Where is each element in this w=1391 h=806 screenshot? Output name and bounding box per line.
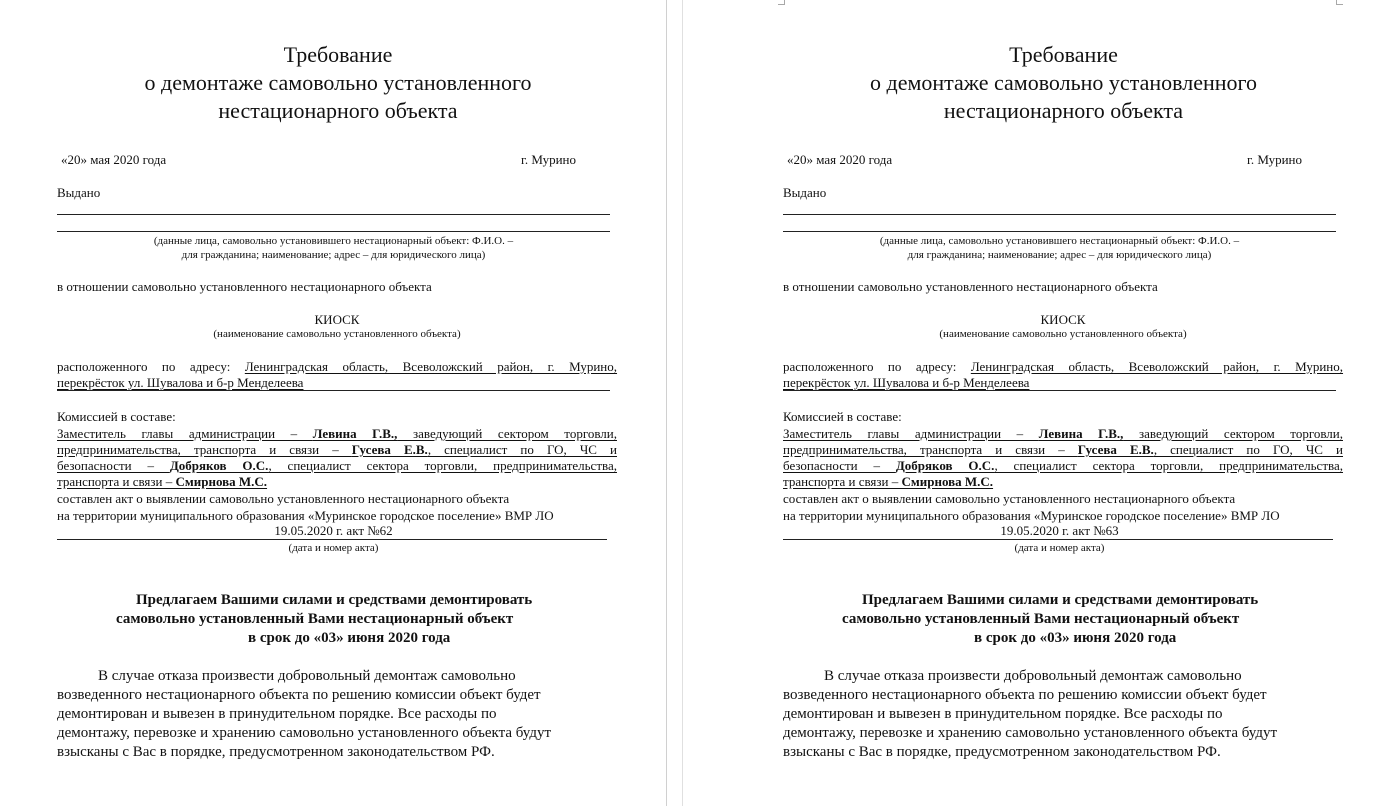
commission-label: Комиссией в составе:	[783, 409, 902, 424]
offer-line-2: самовольно установленный Вами нестационарный объект	[116, 611, 514, 627]
doc-date: «20» мая 2020 года	[787, 152, 893, 167]
body-line-5: взысканы с Вас в порядке, предусмотренном законодательством РФ.	[783, 744, 1221, 760]
body-line-5: взысканы с Вас в порядке, предусмотренном законодательством РФ.	[57, 744, 495, 760]
body-line-4: демонтажу, перевозке и хранению самовольно установленного объекта будут	[57, 725, 552, 741]
body-line-3: демонтирован и вывезен в принудительном порядке. Все расходы по	[783, 706, 1223, 722]
object-hint: (наименование самовольно установленного объекта)	[213, 328, 461, 340]
body-line-4: демонтажу, перевозке и хранению самовольно установленного объекта будут	[783, 725, 1278, 741]
address-line-1	[783, 359, 1343, 375]
commission-line-2: предпринимательства, транспорта и связи – Гусева Е.В., специалист по ГО, ЧС и	[783, 442, 1344, 457]
address-value-1: Ленинградская область, Всеволожский район, г. Мурино,	[970, 359, 1344, 374]
act-line-2: на территории муниципального образования «Муринское городское поселение» ВМР ЛО	[57, 508, 554, 523]
address-label: расположенного по адресу:	[57, 359, 231, 374]
address-underline	[783, 390, 1336, 391]
address-underline	[57, 390, 610, 391]
issued-line-2	[57, 231, 610, 232]
address-value-1: Ленинградская область, Всеволожский район, г. Мурино,	[244, 359, 618, 374]
doc-title-line-3: нестационарного объекта	[943, 98, 1184, 123]
act-line-2: на территории муниципального образования «Муринское городское поселение» ВМР ЛО	[783, 508, 1280, 523]
issued-label: Выдано	[783, 185, 827, 200]
document-page-1	[0, 0, 666, 806]
offer-line-3: в срок до «03» июня 2020 года	[248, 630, 451, 646]
address-value-2: перекрёсток ул. Шувалова и б-р Менделеева	[783, 375, 1030, 390]
body-line-3: демонтирован и вывезен в принудительном порядке. Все расходы по	[57, 706, 497, 722]
offer-line-2: самовольно установленный Вами нестационарный объект	[842, 611, 1240, 627]
doc-city: г. Мурино	[521, 152, 577, 167]
act-line-1: составлен акт о выявлении самовольно установленного нестационарного объекта	[57, 491, 510, 506]
doc-date: «20» мая 2020 года	[61, 152, 167, 167]
object-name: КИОСК	[314, 312, 360, 327]
doc-title-line-1: Требование	[283, 42, 393, 67]
commission-line-3: безопасности – Добряков О.С., специалист сектора торговли, предпринимательства,	[57, 458, 617, 473]
act-number: 19.05.2020 г. акт №63	[1000, 523, 1119, 538]
act-line-1: составлен акт о выявлении самовольно установленного нестационарного объекта	[783, 491, 1236, 506]
doc-title-line-1: Требование	[1009, 42, 1118, 67]
address-label: расположенного по адресу:	[783, 359, 957, 374]
object-hint: (наименование самовольно установленного объекта)	[939, 328, 1187, 340]
offer-line-1: Предлагаем Вашими силами и средствами демонтировать	[862, 592, 1259, 608]
commission-line-4: транспорта и связи – Смирнова М.С.	[783, 474, 994, 489]
regarding-text: в отношении самовольно установленного нестационарного объекта	[57, 279, 432, 294]
commission-label: Комиссией в составе:	[57, 409, 176, 424]
commission-line-4: транспорта и связи – Смирнова М.С.	[57, 474, 268, 489]
act-hint: (дата и номер акта)	[1014, 542, 1105, 554]
body-line-1: В случае отказа произвести добровольный демонтаж самовольно	[824, 668, 1242, 684]
person-hint-line-1: (данные лица, самовольно установившего нестационарный объект: Ф.И.О. –	[879, 235, 1240, 247]
offer-line-1: Предлагаем Вашими силами и средствами демонтировать	[136, 592, 533, 608]
doc-city: г. Мурино	[1247, 152, 1303, 167]
body-line-1: В случае отказа произвести добровольный демонтаж самовольно	[98, 668, 516, 684]
issued-line-2	[783, 231, 1336, 232]
person-hint-line-2: для гражданина; наименование; адрес – для юридического лица)	[907, 249, 1212, 261]
commission-line-1: Заместитель главы администрации – Левина Г.В., заведующий сектором торговли,	[57, 426, 617, 441]
doc-title-line-2: о демонтаже самовольно установленного	[870, 70, 1257, 95]
act-number: 19.05.2020 г. акт №62	[274, 523, 393, 538]
commission-line-1: Заместитель главы администрации – Левина Г.В., заведующий сектором торговли,	[783, 426, 1343, 441]
act-hint: (дата и номер акта)	[288, 542, 379, 554]
person-hint-line-2: для гражданина; наименование; адрес – для юридического лица)	[181, 249, 486, 261]
object-name: КИОСК	[1040, 312, 1086, 327]
address-value-2: перекрёсток ул. Шувалова и б-р Менделеева	[57, 375, 304, 390]
doc-title-line-3: нестационарного объекта	[218, 98, 458, 123]
issued-line-1	[57, 214, 610, 215]
commission-line-3: безопасности – Добряков О.С., специалист сектора торговли, предпринимательства,	[783, 458, 1343, 473]
issued-line-1	[783, 214, 1336, 215]
body-line-2: возведенного нестационарного объекта по решению комиссии объект будет	[783, 687, 1267, 703]
regarding-text: в отношении самовольно установленного нестационарного объекта	[783, 279, 1158, 294]
document-page-2	[726, 0, 1391, 806]
issued-label: Выдано	[57, 185, 101, 200]
person-hint-line-1: (данные лица, самовольно установившего нестационарный объект: Ф.И.О. –	[153, 235, 514, 247]
body-line-2: возведенного нестационарного объекта по решению комиссии объект будет	[57, 687, 541, 703]
commission-line-2: предпринимательства, транспорта и связи – Гусева Е.В., специалист по ГО, ЧС и	[57, 442, 618, 457]
address-line-1	[57, 359, 617, 375]
doc-title-line-2: о демонтаже самовольно установленного	[144, 70, 532, 95]
act-underline	[783, 539, 1333, 540]
act-underline	[57, 539, 607, 540]
offer-line-3: в срок до «03» июня 2020 года	[974, 630, 1177, 646]
